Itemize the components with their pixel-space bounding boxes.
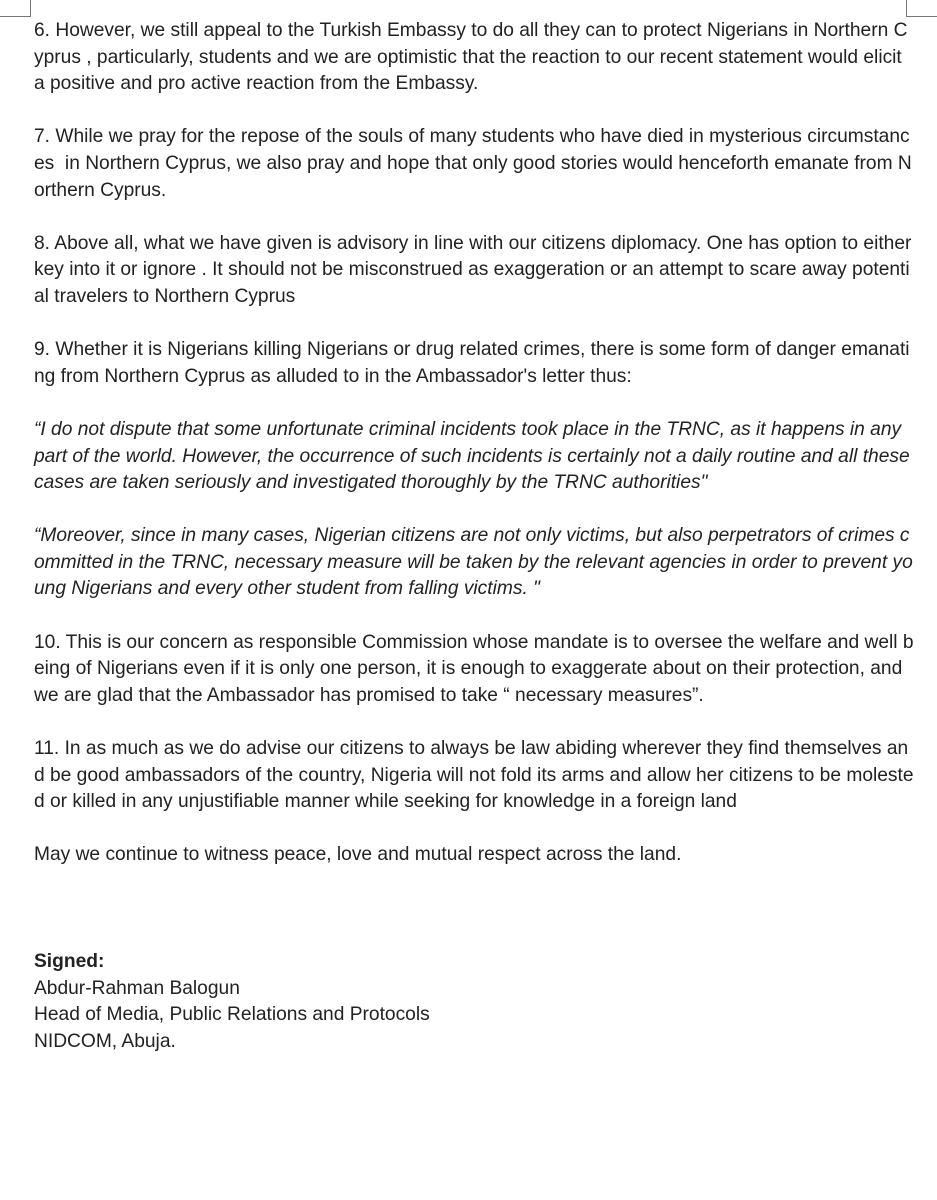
paragraph-6: 6. However, we still appeal to the Turkish Embassy to do all they can to protect Nigerians in Northern Cyprus , particularly, students and we are optimistic that the reaction to our recent statement would elicit a positive and pro active reaction from the Embassy. — [34, 20, 908, 95]
paragraph-7: 7. While we pray for the repose of the souls of many students who have died in mysterious circumstances in Northern Cyprus, we also pray and hope that only good stories would henceforth emanate from Northern Cyprus. — [34, 126, 912, 201]
signatory-organization: NIDCOM, Abuja. — [34, 1030, 176, 1052]
closing-line: May we continue to witness peace, love and mutual respect across the land. — [34, 844, 682, 866]
document-body — [34, 0, 917, 1055]
paragraph-8: 8. Above all, what we have given is advisory in line with our citizens diplomacy. One has option to either key into it or ignore . It should not be misconstrued as exaggeration or an attempt to scare away potential travelers to Northern Cyprus — [34, 232, 917, 307]
signature-heading: Signed: — [34, 951, 105, 972]
quote-ambassador-2: “Moreover, since in many cases, Nigerian citizens are not only victims, but also perpetrators of crimes committed in the TRNC, necessary measure will be taken by the relevant agencies in order to prevent young Nigerians and every other student from falling victims. " — [34, 525, 913, 600]
paragraph-11: 11. In as much as we do advise our citizens to always be law abiding wherever they find themselves and be good ambassadors of the country, Nigeria will not fold its arms and allow her citizens to be molested or killed in any unjustifiable manner while seeking for knowledge in a foreign land — [34, 738, 914, 813]
paragraph-10: 10. This is our concern as responsible Commission whose mandate is to oversee the welfare and well being of Nigerians even if it is only one person, it is enough to exaggerate about on their protection, and we are glad that the Ambassador has promised to take “ necessary measures”. — [34, 631, 914, 706]
signatory-name: Abdur-Rahman Balogun — [34, 977, 240, 999]
signatory-title: Head of Media, Public Relations and Protocols — [34, 1004, 430, 1026]
quote-ambassador-1: “I do not dispute that some unfortunate criminal incidents took place in the TRNC, as it happens in any part of the world. However, the occurrence of such incidents is certainly not a daily routine and all these cases are taken seriously and investigated thoroughly by the TRNC authorities" — [34, 418, 915, 494]
paragraph-9: 9. Whether it is Nigerians killing Nigerians or drug related crimes, there is some form of danger emanating from Northern Cyprus as alluded to in the Ambassador's letter thus: — [34, 339, 910, 387]
signature-block — [34, 949, 914, 1055]
page-corner-mark-left — [0, 0, 31, 17]
